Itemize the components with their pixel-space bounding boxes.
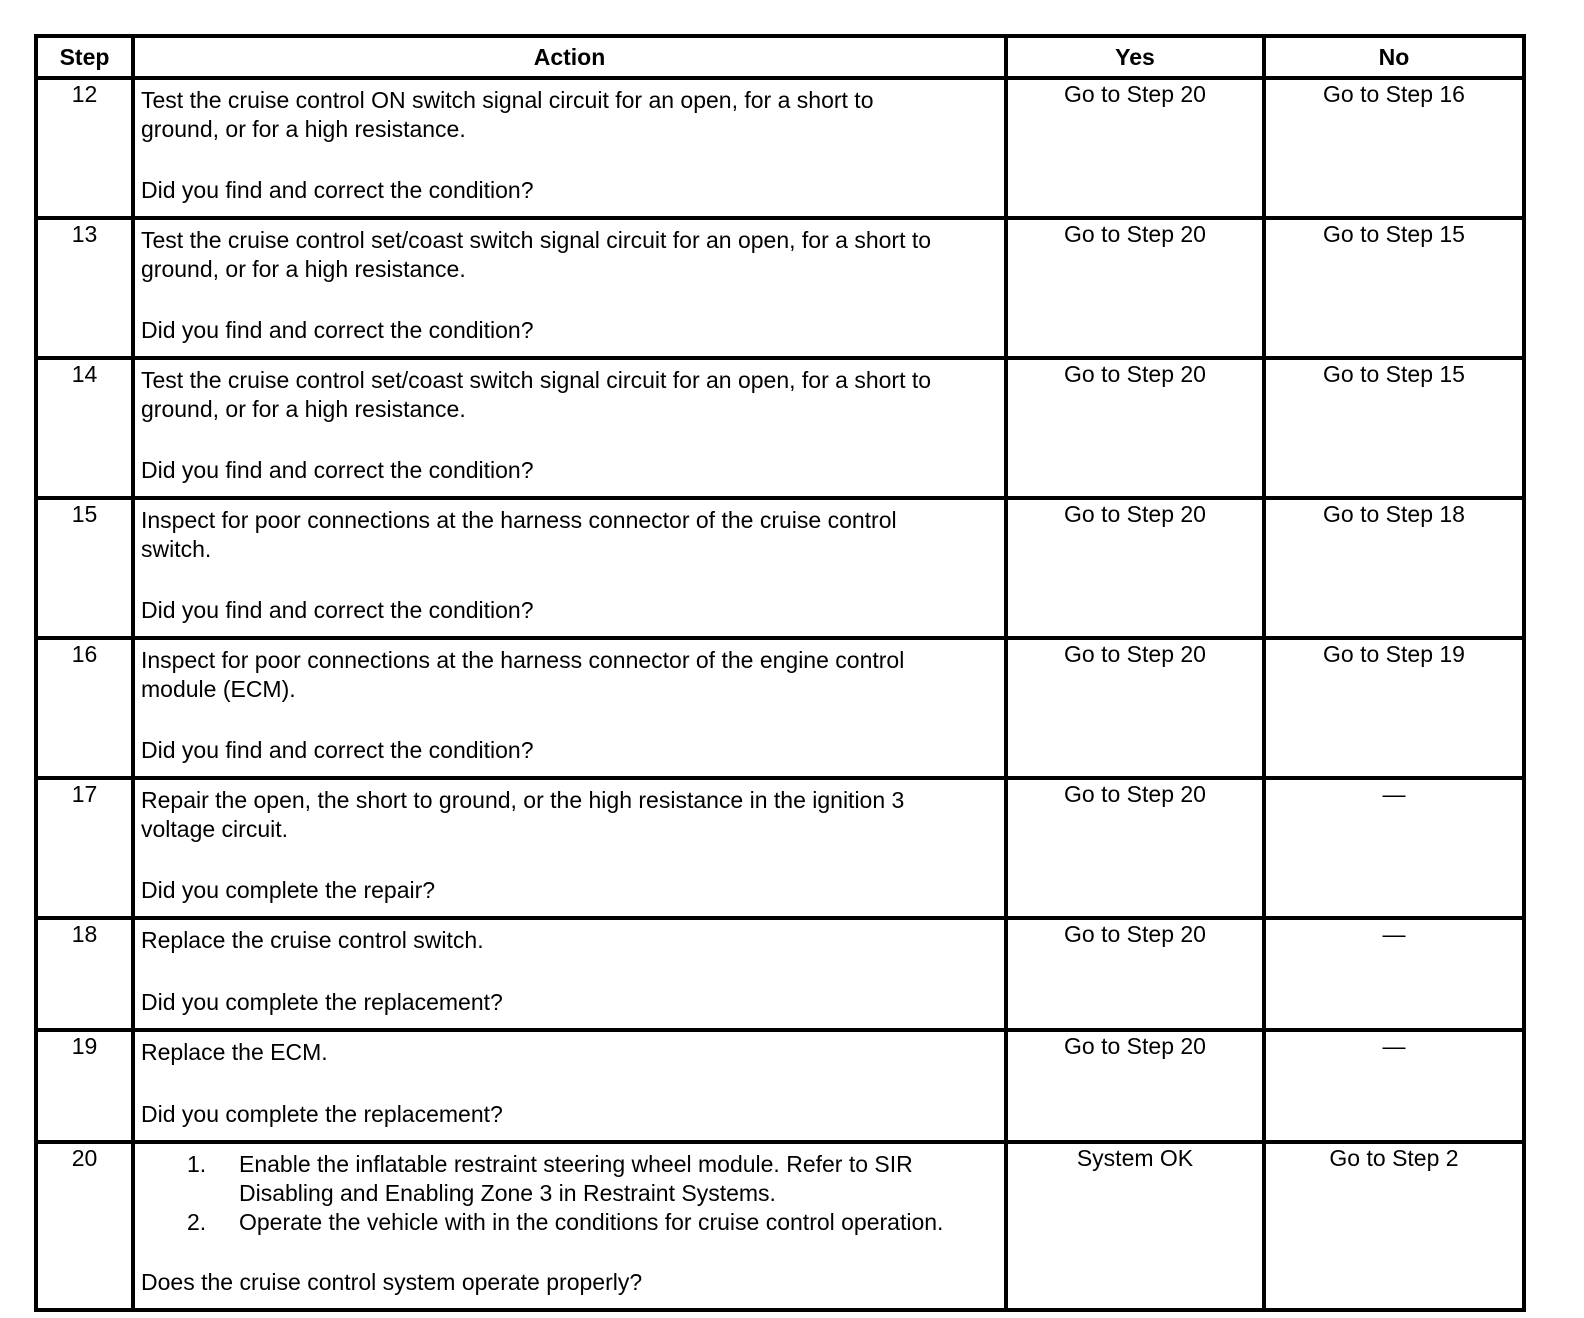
action-text-line: Replace the cruise control switch. — [141, 927, 484, 953]
yes-result: Go to Step 20 — [1006, 778, 1264, 918]
action-cell — [133, 1142, 1006, 1310]
action-text-line: voltage circuit. — [141, 816, 289, 842]
action-question: Does the cruise control system operate properly? — [141, 1269, 643, 1295]
action-text-line: ground, or for a high resistance. — [141, 256, 466, 282]
step-column-header: Step — [36, 36, 133, 78]
table-row — [36, 1030, 1524, 1142]
action-text-line: switch. — [141, 536, 212, 562]
action-cell — [133, 918, 1006, 1030]
table-row — [36, 918, 1524, 1030]
list-item-text-line: Disabling and Enabling Zone 3 in Restraint Systems. — [239, 1180, 776, 1206]
no-result: Go to Step 15 — [1264, 218, 1524, 358]
action-question: Did you complete the repair? — [141, 877, 436, 903]
table-header-row — [36, 36, 1524, 78]
no-result: Go to Step 18 — [1264, 498, 1524, 638]
no-column-header: No — [1264, 36, 1524, 78]
table-row — [36, 1142, 1524, 1310]
list-item-text-line: Enable the inflatable restraint steering wheel module. Refer to SIR — [239, 1151, 913, 1177]
no-result: — — [1264, 918, 1524, 1030]
step-number: 20 — [36, 1142, 133, 1310]
action-text-line: Inspect for poor connections at the harness connector of the cruise control — [141, 507, 897, 533]
step-number: 14 — [36, 358, 133, 498]
step-number: 16 — [36, 638, 133, 778]
step-number: 18 — [36, 918, 133, 1030]
action-text-line: ground, or for a high resistance. — [141, 396, 466, 422]
action-question: Did you complete the replacement? — [141, 1101, 503, 1127]
action-numbered-list — [141, 1150, 998, 1237]
action-question: Did you find and correct the condition? — [141, 177, 534, 203]
step-number: 12 — [36, 78, 133, 218]
step-number: 13 — [36, 218, 133, 358]
diagnostic-table — [34, 34, 1526, 1312]
action-cell — [133, 78, 1006, 218]
yes-result: Go to Step 20 — [1006, 1030, 1264, 1142]
list-item-number: 1. — [187, 1151, 207, 1177]
action-question: Did you find and correct the condition? — [141, 457, 534, 483]
action-cell — [133, 358, 1006, 498]
table-row — [36, 638, 1524, 778]
diagnostic-table-container — [34, 34, 1526, 1312]
yes-result: Go to Step 20 — [1006, 78, 1264, 218]
step-number: 19 — [36, 1030, 133, 1142]
yes-result: Go to Step 20 — [1006, 498, 1264, 638]
yes-result: Go to Step 20 — [1006, 218, 1264, 358]
yes-result: Go to Step 20 — [1006, 638, 1264, 778]
yes-result: System OK — [1006, 1142, 1264, 1310]
list-item-text-line: Operate the vehicle with in the conditions for cruise control operation. — [239, 1209, 944, 1235]
action-cell — [133, 218, 1006, 358]
list-item-number: 2. — [187, 1209, 207, 1235]
action-question: Did you find and correct the condition? — [141, 737, 534, 763]
yes-column-header: Yes — [1006, 36, 1264, 78]
list-item — [187, 1208, 998, 1237]
table-row — [36, 218, 1524, 358]
action-question: Did you find and correct the condition? — [141, 597, 534, 623]
action-text-line: Replace the ECM. — [141, 1039, 328, 1065]
table-row — [36, 778, 1524, 918]
no-result: Go to Step 15 — [1264, 358, 1524, 498]
action-text-line: Test the cruise control set/coast switch signal circuit for an open, for a short to — [141, 227, 932, 253]
action-text-line: Test the cruise control set/coast switch signal circuit for an open, for a short to — [141, 367, 932, 393]
table-row — [36, 358, 1524, 498]
action-cell — [133, 498, 1006, 638]
no-result: Go to Step 16 — [1264, 78, 1524, 218]
no-result: Go to Step 2 — [1264, 1142, 1524, 1310]
action-text-line: Inspect for poor connections at the harness connector of the engine control — [141, 647, 905, 673]
no-result: — — [1264, 1030, 1524, 1142]
action-text-line: ground, or for a high resistance. — [141, 116, 466, 142]
action-column-header: Action — [133, 36, 1006, 78]
action-cell — [133, 778, 1006, 918]
no-result: Go to Step 19 — [1264, 638, 1524, 778]
yes-result: Go to Step 20 — [1006, 918, 1264, 1030]
action-cell — [133, 638, 1006, 778]
yes-result: Go to Step 20 — [1006, 358, 1264, 498]
table-row — [36, 498, 1524, 638]
action-cell — [133, 1030, 1006, 1142]
no-result: — — [1264, 778, 1524, 918]
table-row — [36, 78, 1524, 218]
step-number: 15 — [36, 498, 133, 638]
action-text-line: Test the cruise control ON switch signal circuit for an open, for a short to — [141, 87, 874, 113]
list-item — [187, 1150, 998, 1208]
action-text-line: module (ECM). — [141, 676, 296, 702]
action-question: Did you complete the replacement? — [141, 989, 503, 1015]
action-question: Did you find and correct the condition? — [141, 317, 534, 343]
step-number: 17 — [36, 778, 133, 918]
action-text-line: Repair the open, the short to ground, or the high resistance in the ignition 3 — [141, 787, 905, 813]
